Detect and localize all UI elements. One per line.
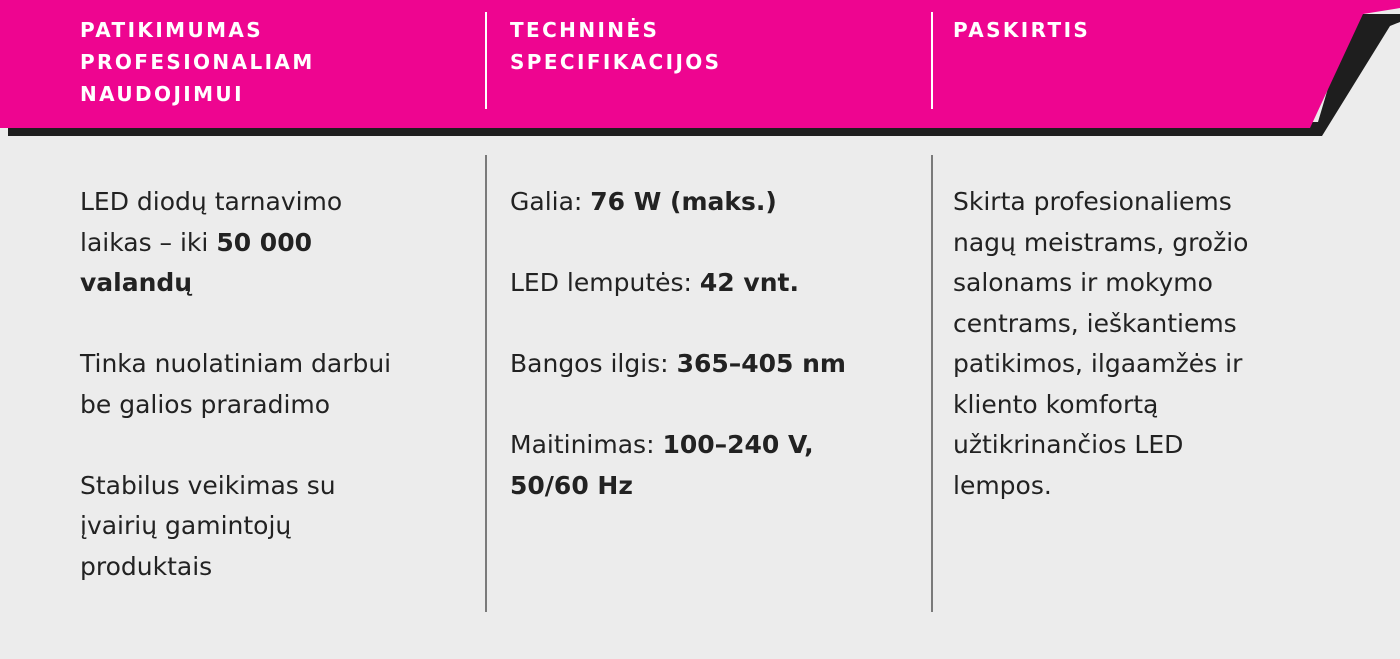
purpose-text <box>953 182 1248 506</box>
text-line <box>510 344 846 385</box>
text-line: nagų meistrams, grožio <box>953 227 1249 257</box>
text-line: LED diodų tarnavimo <box>80 187 343 216</box>
lifetime-hours-value: 50 000 <box>216 227 312 257</box>
reliability-item-continuous <box>80 344 391 425</box>
text-line: be galios praradimo <box>80 389 331 419</box>
text-fragment: laikas – iki <box>80 227 217 257</box>
text-line: kliento komfortą <box>953 389 1159 419</box>
text-line: Skirta profesionaliems <box>953 187 1232 216</box>
text-line: Tinka nuolatiniam darbui <box>80 349 392 378</box>
text-line: salonams ir mokymo <box>953 268 1213 297</box>
header-reliability-line: PROFESIONALIAM <box>80 50 315 74</box>
text-line <box>510 263 846 304</box>
spec-supply <box>510 425 846 506</box>
spec-value: 76 W (maks.) <box>590 187 777 216</box>
column-divider <box>931 155 933 612</box>
header-reliability-line: PATIKIMUMAS <box>80 18 264 42</box>
lifetime-hours-unit: valandų <box>80 268 193 297</box>
text-line: Stabilus veikimas su <box>80 470 336 500</box>
header-divider <box>485 12 487 109</box>
reliability-item-stable <box>80 466 391 588</box>
header-reliability-line: NAUDOJIMUI <box>80 82 244 106</box>
text-line <box>80 223 391 264</box>
header-purpose-line: PASKIRTIS <box>953 18 1091 42</box>
spec-leds <box>510 263 846 304</box>
specs-column <box>510 182 846 547</box>
column-divider <box>485 155 487 612</box>
header-reliability <box>80 14 315 110</box>
header-divider <box>931 12 933 109</box>
header-purpose <box>953 14 1090 46</box>
purpose-column <box>953 182 1248 547</box>
spec-value: 42 vnt. <box>699 268 799 297</box>
text-line: užtikrinančios LED <box>953 430 1184 459</box>
spec-value: 100–240 V, <box>662 430 814 459</box>
text-line: lempos. <box>953 470 1052 500</box>
header-specs-line: SPECIFIKACIJOS <box>510 50 722 74</box>
header-specs-line: TECHNINĖS <box>510 18 660 42</box>
reliability-item-lifetime <box>80 182 391 304</box>
spec-label: Bangos ilgis: <box>510 349 677 378</box>
spec-power <box>510 182 846 223</box>
spec-wavelength <box>510 344 846 385</box>
text-line: patikimos, ilgaamžės ir <box>953 349 1243 378</box>
spec-label: LED lemputės: <box>510 268 700 297</box>
spec-value: 50/60 Hz <box>510 470 633 500</box>
spec-label: Galia: <box>510 187 591 216</box>
text-line: centrams, ieškantiems <box>953 308 1237 338</box>
spec-value: 365–405 nm <box>676 349 846 378</box>
header-specs <box>510 14 722 78</box>
text-line <box>510 182 846 223</box>
text-line: produktais <box>80 551 213 581</box>
text-line: įvairių gamintojų <box>80 511 292 540</box>
spec-label: Maitinimas: <box>510 430 663 459</box>
reliability-column <box>80 182 391 628</box>
text-line <box>510 425 846 466</box>
